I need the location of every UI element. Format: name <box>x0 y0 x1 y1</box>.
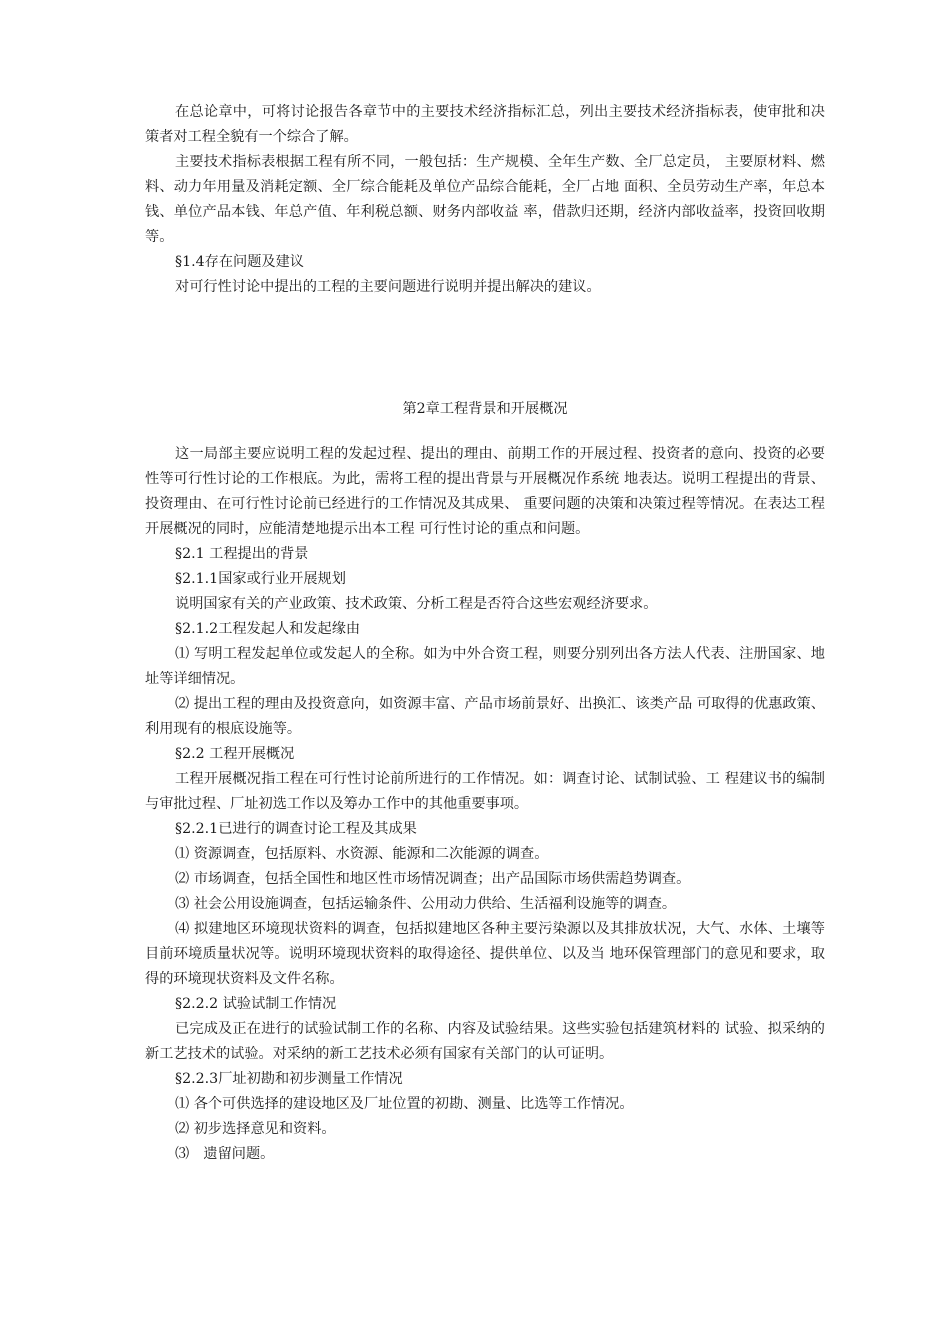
list-item: ⑴ 各个可供选择的建设地区及厂址位置的初勘、测量、比选等工作情况。 <box>175 1096 634 1112</box>
section-heading: §1.4存在问题及建议 <box>175 254 304 270</box>
chapter-title: 第2章工程背景和开展概况 <box>402 401 568 417</box>
section-heading: §2.2.2 试验试制工作情况 <box>175 996 337 1012</box>
spacer <box>145 422 825 442</box>
paragraph: 主要技术指标表根据工程有所不同，一般包括：生产规模、全年生产数、全厂总定员， 主要原材料、燃料、动力年用量及消耗定额、全厂综合能耗及单位产品综合能耗，全厂占地 面积、全员劳动生产率，年总本钱、单位产品本钱、年总产值、年利税总额、财务内部收益 率，借款归还期，经济内部收益率，投资回收期等。 <box>145 154 825 245</box>
section-heading: §2.1 工程提出的背景 <box>175 546 309 562</box>
chapter-2-content <box>145 442 825 1167</box>
list-item: ⑵ 市场调查，包括全国性和地区性市场情况调查；出产品国际市场供需趋势调查。 <box>175 871 691 887</box>
list-item: ⑵ 初步选择意见和资料。 <box>175 1121 336 1137</box>
paragraph: 说明国家有关的产业政策、技术政策、分析工程是否符合这些宏观经济要求。 <box>175 596 658 612</box>
list-item: ⑷ 拟建地区环境现状资料的调查，包括拟建地区各种主要污染源以及其排放状况，大气、水体、土壤等目前环境质量状况等。说明环境现状资料的取得途径、提供单位、以及当 地环保管理部门的意见和要求，取得的环境现状资料及文件名称。 <box>145 921 825 987</box>
section-heading: §2.2 工程开展概况 <box>175 746 295 762</box>
paragraph: 在总论章中，可将讨论报告各章节中的主要技术经济指标汇总，列出主要技术经济指标表，使审批和决策者对工程全貌有一个综合了解。 <box>145 104 825 145</box>
document-page <box>145 100 825 1167</box>
spacer <box>145 300 825 397</box>
list-item: ⑴ 写明工程发起单位或发起人的全称。如为中外合资工程，则要分别列出各方法人代表、注册国家、地址等详细情况。 <box>145 646 825 687</box>
list-item: ⑵ 提出工程的理由及投资意向，如资源丰富、产品市场前景好、出换汇、该类产品 可取得的优惠政策、利用现有的根底设施等。 <box>145 696 825 737</box>
list-item: ⑴ 资源调查，包括原料、水资源、能源和二次能源的调查。 <box>175 846 549 862</box>
paragraph: 这一局部主要应说明工程的发起过程、提出的理由、前期工作的开展过程、投资者的意向、投资的必要性等可行性讨论的工作根底。为此，需将工程的提出背景与开展概况作系统 地表达。说明工程提出的背景、投资理由、在可行性讨论前已经进行的工作情况及其成果、 重要问题的决策和决策过程等情况。在表达工程开展概况的同时，应能清楚地提示出本工程 可行性讨论的重点和问题。 <box>145 446 825 537</box>
section-heading: §2.1.1国家或行业开展规划 <box>175 571 346 587</box>
paragraph: 对可行性讨论中提出的工程的主要问题进行说明并提出解决的建议。 <box>175 279 601 295</box>
section-heading: §2.1.2工程发起人和发起缘由 <box>175 621 361 637</box>
list-item: ⑶ 遗留问题。 <box>175 1146 275 1162</box>
paragraph: 工程开展概况指工程在可行性讨论前所进行的工作情况。如：调查讨论、试制试验、工 程建议书的编制与审批过程、厂址初选工作以及筹办工作中的其他重要事项。 <box>145 771 825 812</box>
list-item: ⑶ 社会公用设施调查，包括运输条件、公用动力供给、生活福利设施等的调查。 <box>175 896 677 912</box>
section-1-4-content <box>145 100 825 300</box>
section-heading: §2.2.1已进行的调查讨论工程及其成果 <box>175 821 417 837</box>
section-heading: §2.2.3厂址初勘和初步测量工作情况 <box>175 1071 403 1087</box>
paragraph: 已完成及正在进行的试验试制工作的名称、内容及试验结果。这些实验包括建筑材料的 试验、拟采纳的新工艺技术的试验。对采纳的新工艺技术必须有国家有关部门的认可证明。 <box>145 1021 825 1062</box>
